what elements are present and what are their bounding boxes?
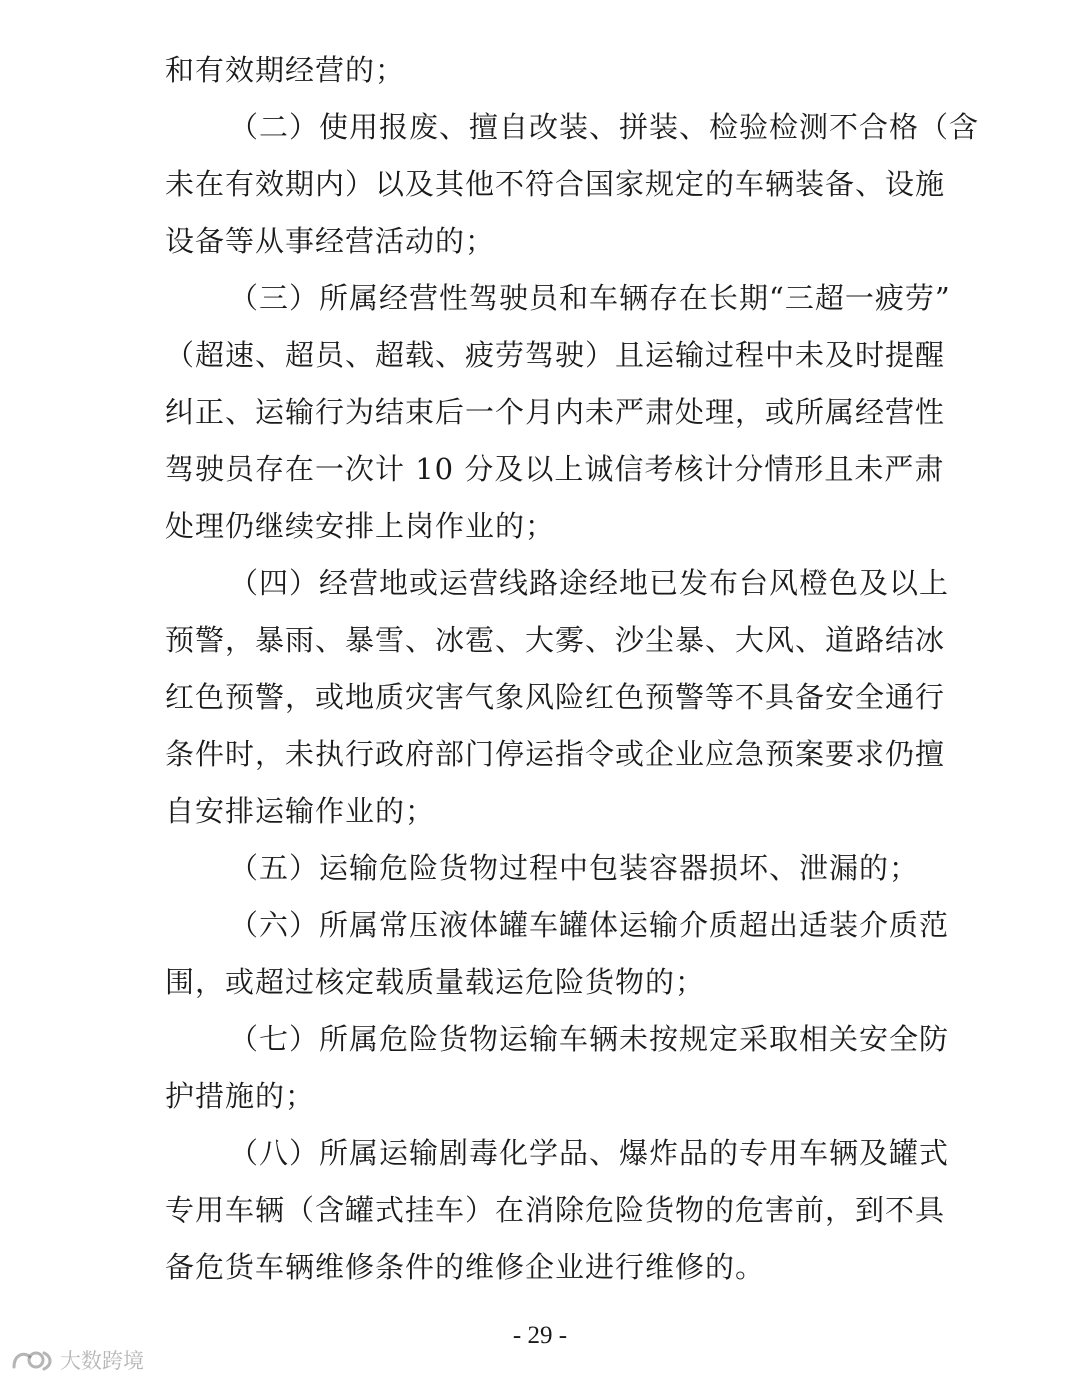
text-line: 处理仍继续安排上岗作业的；	[165, 509, 556, 543]
text-line: 红色预警，或地质灾害气象风险红色预警等不具备安全通行	[165, 680, 946, 714]
text-line: （三）所属经营性驾驶员和车辆存在长期“三超一疲劳”	[229, 281, 951, 315]
text-line: 备危货车辆维修条件的维修企业进行维修的。	[165, 1250, 766, 1284]
text-line: （四）经营地或运营线路途经地已发布台风橙色及以上	[229, 566, 950, 600]
document-body	[165, 42, 980, 1296]
text-line: 围，或超过核定载质量载运危险货物的；	[165, 965, 706, 999]
watermark-text: 大数跨境	[60, 1349, 144, 1373]
text-line: （八）所属运输剧毒化学品、爆炸品的专用车辆及罐式	[229, 1136, 950, 1170]
watermark	[10, 1345, 144, 1375]
text-line: （二）使用报废、擅自改装、拼装、检验检测不合格（含	[229, 110, 980, 144]
text-line: （五）运输危险货物过程中包装容器损坏、泄漏的；	[229, 851, 920, 885]
text-line: 预警，暴雨、暴雪、冰雹、大雾、沙尘暴、大风、道路结冰	[165, 623, 946, 657]
text-line: 条件时，未执行政府部门停运指令或企业应急预案要求仍擅	[165, 737, 946, 771]
text-line: 纠正、运输行为结束后一个月内未严肃处理，或所属经营性	[165, 395, 946, 429]
text-line: 驾驶员存在一次计 10 分及以上诚信考核计分情形且未严肃	[165, 452, 945, 486]
text-line: （七）所属危险货物运输车辆未按规定采取相关安全防	[229, 1022, 950, 1056]
text-line: （六）所属常压液体罐车罐体运输介质超出适装介质范	[229, 908, 950, 942]
text-line: 自安排运输作业的；	[165, 794, 436, 828]
brand-logo-icon	[10, 1347, 54, 1373]
text-line: 未在有效期内）以及其他不符合国家规定的车辆装备、设施	[165, 167, 946, 201]
text-line: 护措施的；	[165, 1079, 316, 1113]
text-line: （超速、超员、超载、疲劳驾驶）且运输过程中未及时提醒	[165, 338, 946, 372]
text-line: 设备等从事经营活动的；	[165, 224, 496, 258]
text-line: 和有效期经营的；	[165, 53, 406, 87]
text-line: 专用车辆（含罐式挂车）在消除危险货物的危害前，到不具	[165, 1193, 946, 1227]
page-number: - 29 -	[512, 1322, 568, 1349]
